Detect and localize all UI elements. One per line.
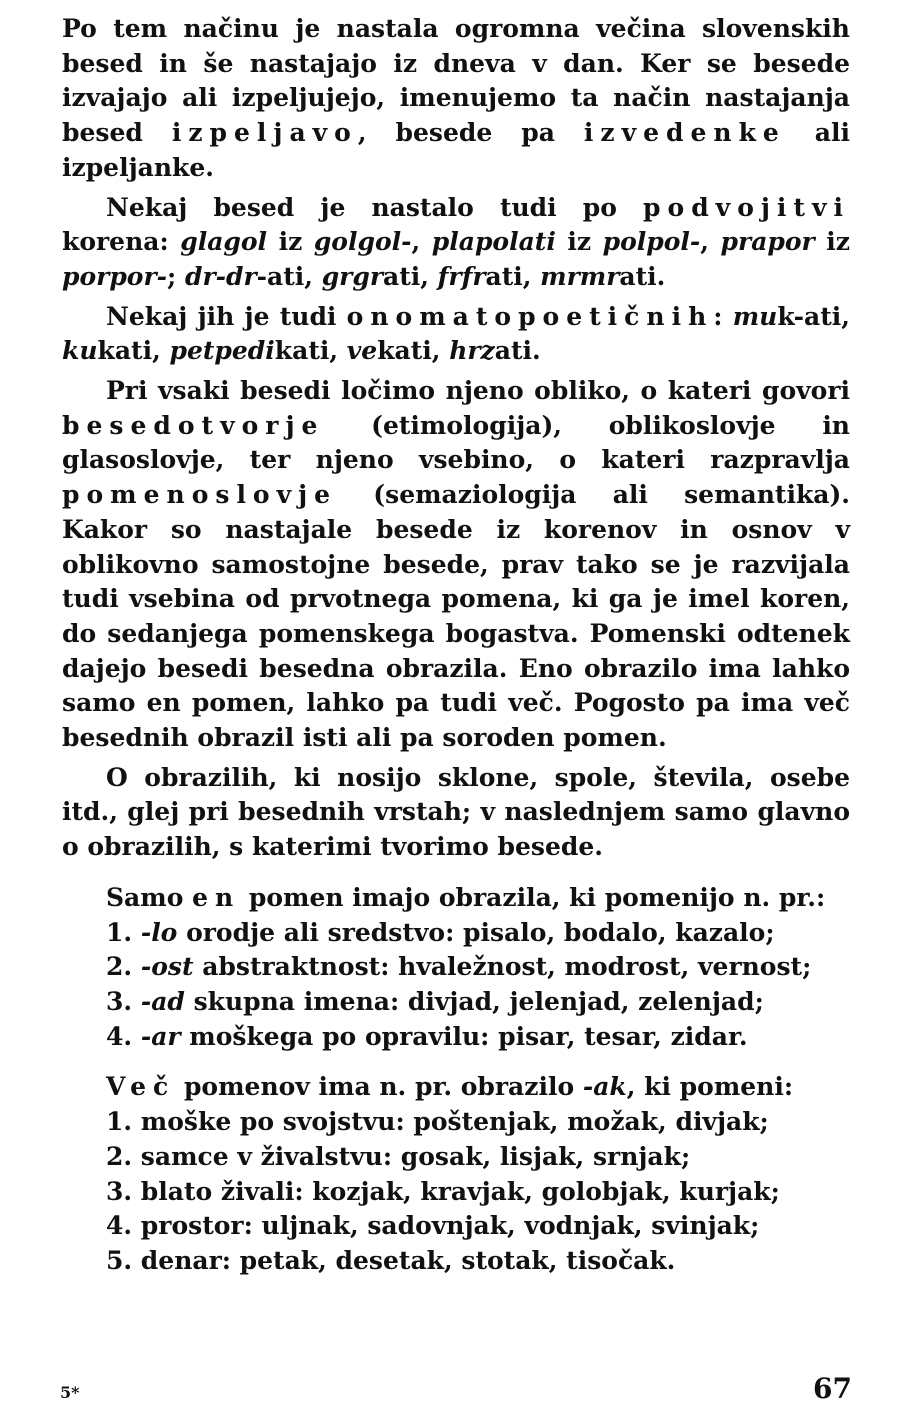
text: O obrazilih, ki nosijo sklone, spole, števila, osebe itd., glej pri besednih vrstah; v naslednjem samo glavno o obrazilih, s katerimi tvorimo besede.: [62, 762, 850, 862]
spaced-term: en: [192, 882, 241, 912]
paragraph-en-pomen: [62, 881, 850, 916]
page-footer: [60, 1372, 852, 1405]
example-word: golgol-: [313, 227, 412, 257]
text: ;: [167, 261, 185, 291]
example-word: prapor: [720, 227, 815, 257]
example-word: mrmr: [540, 261, 620, 291]
text: Po tem načinu je nastala ogromna večina slovenskih besed in še nastajajo iz dneva v dan. Ker se besede izvajajo ali izpeljujejo, imenujemo ta način nastajanja besed: [62, 14, 850, 148]
text: ali izpeljanke.: [62, 118, 850, 182]
list-item: 3. blato živali: kozjak, kravjak, golobjak, kurjak;: [106, 1176, 780, 1206]
example-word: glagol: [180, 227, 268, 257]
list-item: 1. -lo orodje ali sredstvo: pisalo, bodalo, kazalo;: [106, 917, 775, 947]
text: pomenov ima n. pr. obrazilo: [175, 1072, 583, 1102]
text: ati,: [485, 261, 541, 291]
example-word: mu: [732, 301, 778, 331]
spaced-term: izvedenke: [583, 118, 786, 148]
example-word: hrz: [449, 336, 495, 366]
list-item: 1. moške po svojstvu: poštenjak, možak, divjak;: [106, 1107, 769, 1137]
text: :: [713, 301, 733, 331]
text: kati,: [377, 336, 450, 366]
spaced-term: onomatopoetičnih: [346, 301, 714, 331]
text: ati.: [619, 261, 666, 291]
example-word: -ak: [582, 1072, 627, 1102]
text: kati,: [274, 336, 347, 366]
example-word: frfr: [437, 261, 486, 291]
list-item: 2. samce v živalstvu: gosak, lisjak, srnjak;: [106, 1141, 691, 1171]
paragraph-vec-pomenov: [62, 1070, 850, 1105]
example-word: grgr: [321, 261, 383, 291]
text: kati,: [97, 336, 170, 366]
list-item: 4. -ar moškega po opravilu: pisar, tesar, zidar.: [106, 1021, 748, 1051]
text: , besede pa: [357, 118, 584, 148]
text: Nekaj besed je nastalo tudi po: [106, 192, 644, 222]
signature-mark: 5*: [60, 1383, 80, 1402]
text: Samo: [106, 882, 193, 912]
list-item: 4. prostor: uljnak, sadovnjak, vodnjak, svinjak;: [106, 1211, 760, 1241]
example-word: ve: [346, 336, 378, 366]
text: iz: [267, 227, 314, 257]
example-word: porpor-: [62, 261, 168, 291]
text: k-ati,: [777, 301, 851, 331]
spaced-term: podvojitvi: [643, 192, 850, 222]
paragraph-onomatopoeia: [62, 300, 850, 369]
text: iz: [814, 227, 850, 257]
paragraph-besedotvorje: [62, 374, 850, 756]
list-item: 5. denar: petak, desetak, stotak, tisočak.: [106, 1245, 676, 1275]
text: iz: [555, 227, 603, 257]
text: ,: [411, 227, 432, 257]
text: (semaziologija ali semantika). Kakor so nastajale besede iz korenov in osnov v oblikovno samostojne besede, prav tako se je razvijala tudi vsebina od prvotnega pomena, ki ga je imel koren, do sedanjega pomenskega bogastva. Pomenski odtenek dajejo besedi besedna obrazila. Eno obrazilo ima lahko samo en pomen, lahko pa tudi več. Pogosto pa ima več besednih obrazil isti ali pa soroden pomen.: [62, 480, 850, 753]
example-word: ku: [62, 336, 98, 366]
text: korena:: [62, 227, 181, 257]
text: (etimologija), oblikoslovje in glasoslovje, ter njeno vsebino, o kateri razpravlja: [62, 410, 850, 475]
page-body: [62, 12, 850, 1279]
spaced-term: besedotvorje: [62, 410, 325, 440]
paragraph-podvojitev: [62, 191, 850, 295]
list-single-meaning: [62, 916, 850, 1055]
text: ati.: [494, 336, 541, 366]
text: ati,: [383, 261, 438, 291]
paragraph-izpeljava: [62, 12, 850, 186]
paragraph-obrazila: [62, 761, 850, 865]
text: -ati,: [256, 261, 322, 291]
text: Nekaj jih je tudi: [106, 301, 347, 331]
text: , ki pomeni:: [626, 1072, 794, 1102]
text: Pri vsaki besedi ločimo njeno obliko, o kateri govori: [106, 376, 850, 406]
spaced-term: pomenoslovje: [62, 480, 338, 510]
page-number: 67: [813, 1372, 852, 1405]
example-word: polpol-: [602, 227, 701, 257]
example-word: dr-dr: [184, 261, 257, 291]
list-multiple-meanings: [62, 1105, 850, 1279]
list-item: 2. -ost abstraktnost: hvaležnost, modrost, vernost;: [106, 952, 812, 982]
example-word: petpedi: [169, 336, 275, 366]
spaced-term: izpeljavo: [171, 118, 358, 148]
spaced-term: Več: [106, 1072, 176, 1102]
list-item: 3. -ad skupna imena: divjad, jelenjad, zelenjad;: [106, 986, 764, 1016]
example-word: plapolati: [431, 227, 556, 257]
text: pomen imajo obrazila, ki pomenijo n. pr.:: [240, 882, 826, 912]
text: ,: [700, 227, 721, 257]
